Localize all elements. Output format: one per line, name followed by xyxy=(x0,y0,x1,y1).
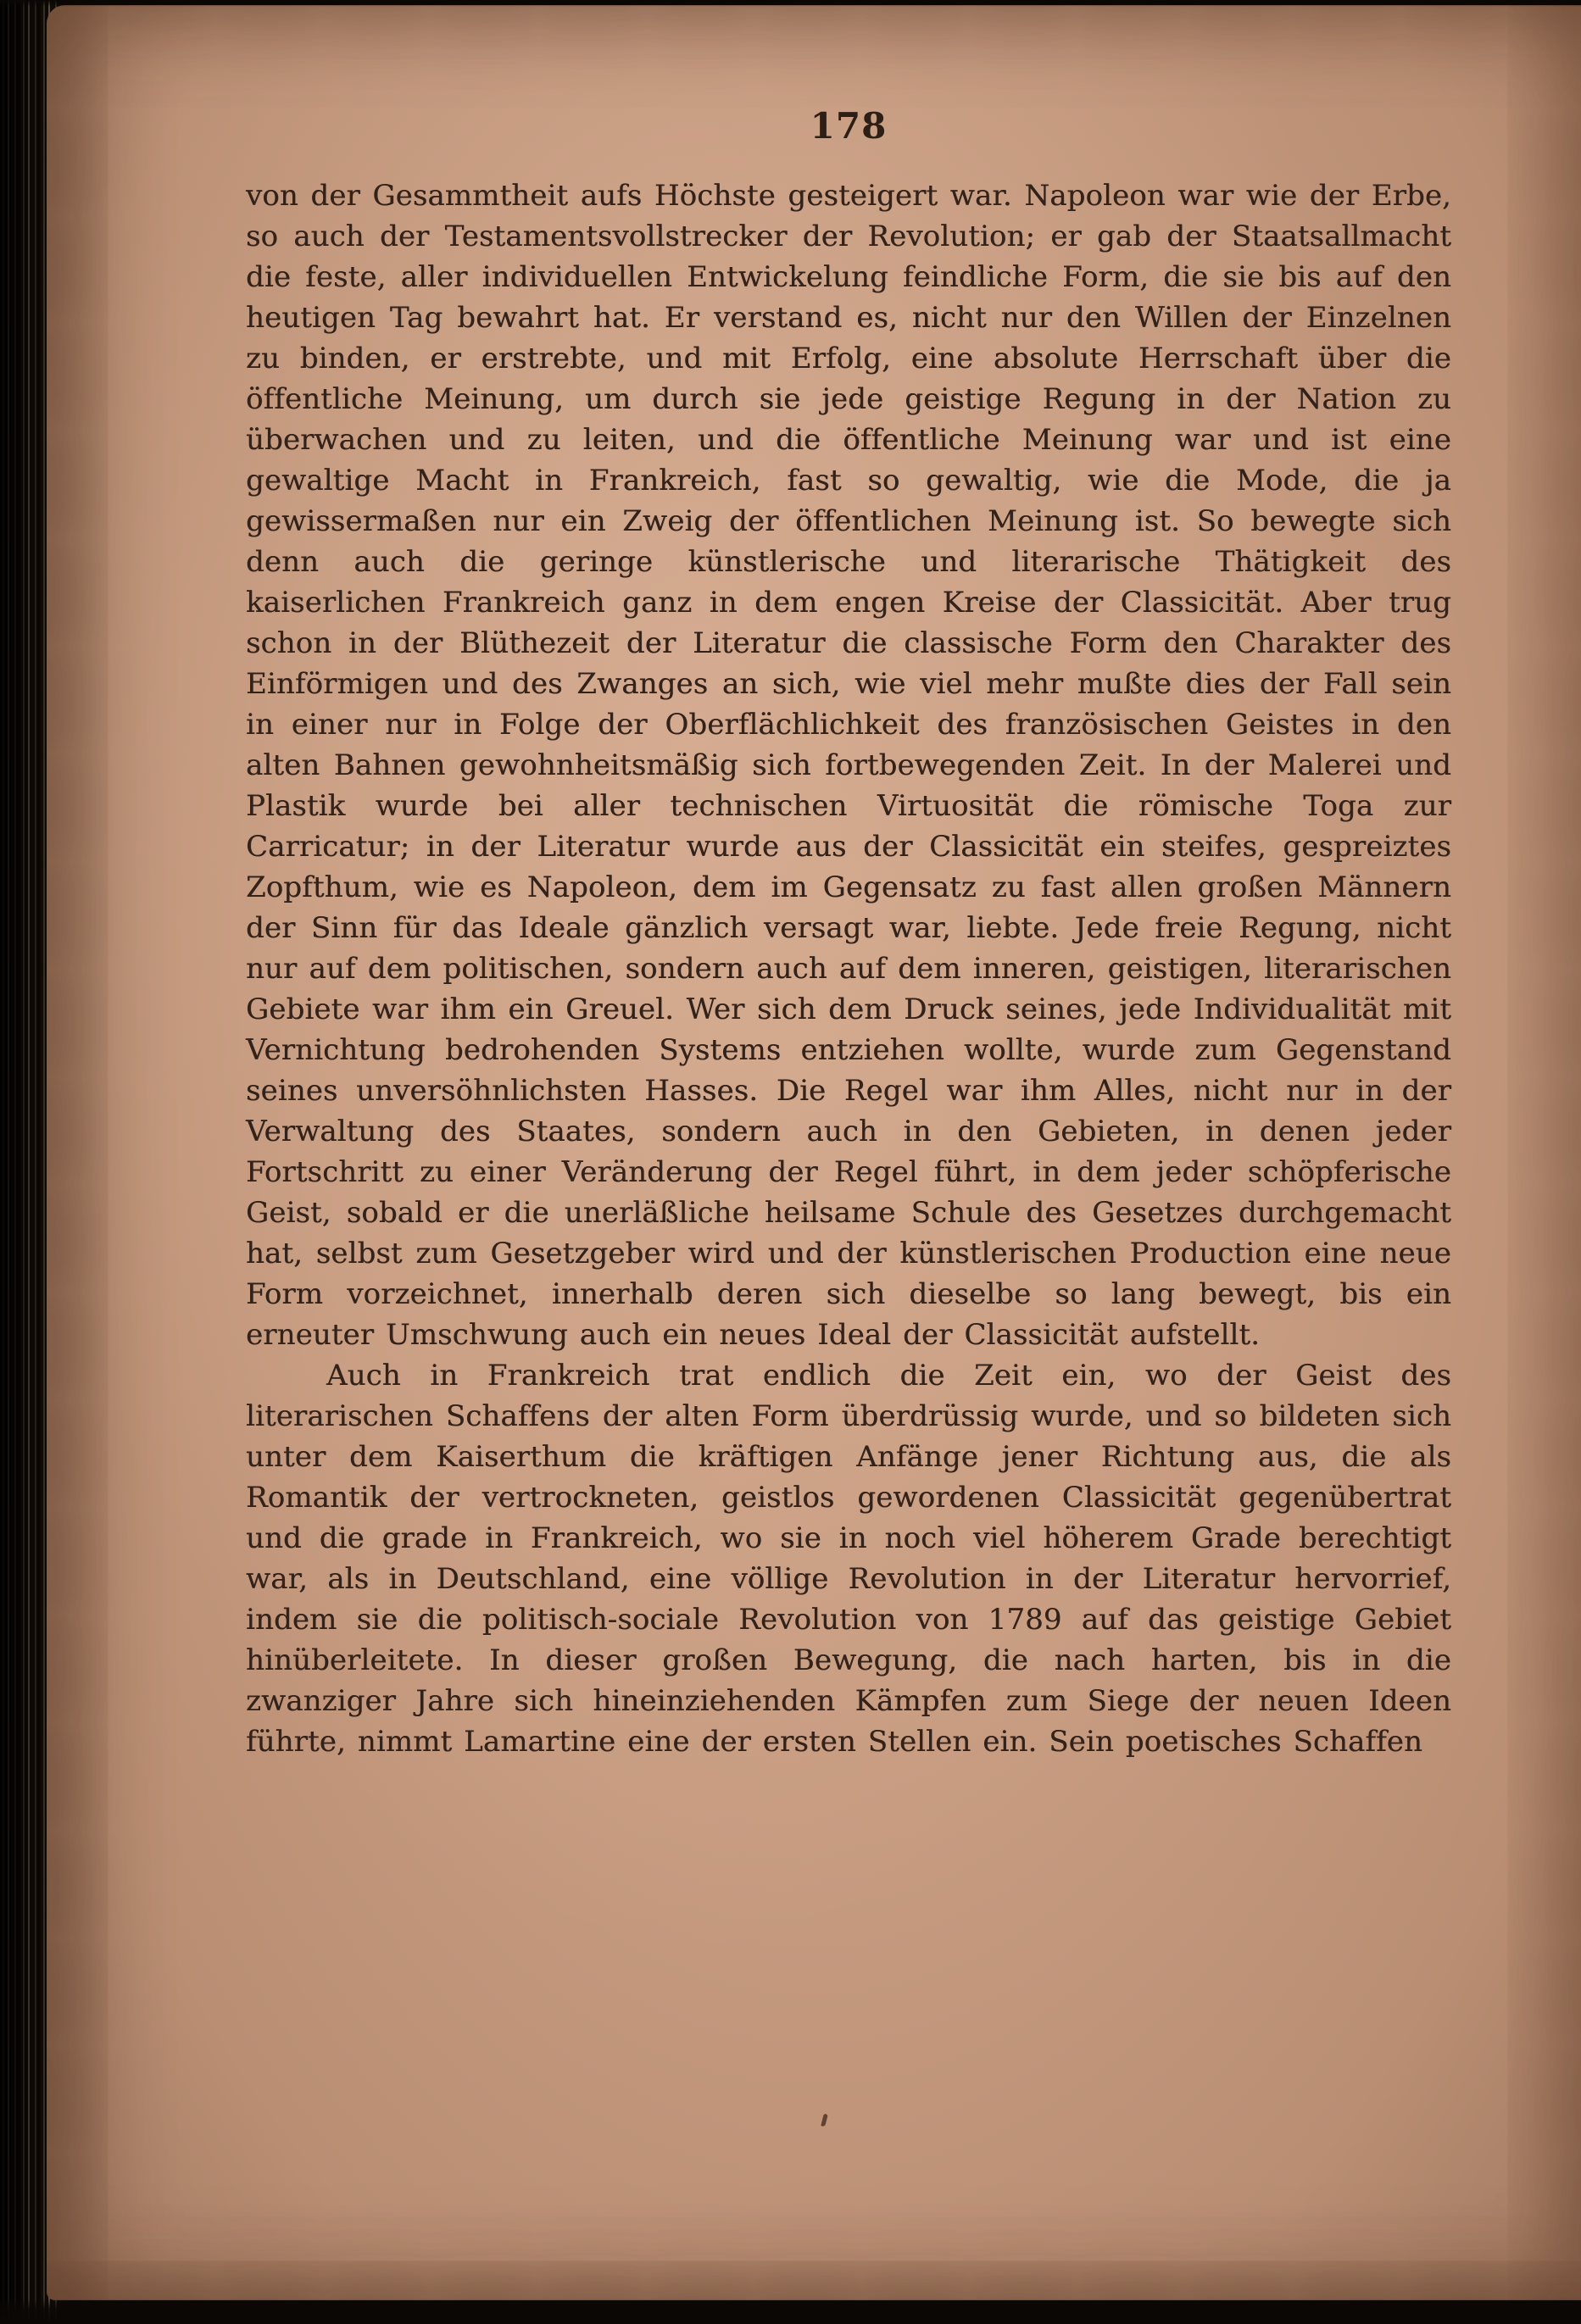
paragraph: Auch in Frankreich trat endlich die Zeit ein, wo der Geist des literarischen Schaffens der alten Form überdrüssig wurde, und so bildeten sich unter dem Kaiserthum die kräftigen Anfänge jener Richtung aus, die als Romantik der vertrockneten, geistlos gewordenen Classicität gegenübertrat und die grade in Frankreich, wo sie in noch viel höherem Grade berechtigt war, als in Deutschland, eine völlige Revolution in der Literatur hervorrief, indem sie die politisch-sociale Revolution von 1789 auf das geistige Gebiet hinüberleitete. In dieser großen Bewegung, die nach harten, bis in die zwanziger Jahre sich hineinziehenden Kämpfen zum Siege der neuen Ideen führte, nimmt Lamartine eine der ersten Stellen ein. Sein poetisches Schaffen xyxy=(246,1359,1451,1759)
scan-top-shadow xyxy=(0,0,1581,7)
page-number: 178 xyxy=(810,105,888,147)
scan-bottom-shadow xyxy=(0,2299,1581,2324)
ink-speck xyxy=(821,2114,827,2127)
book-page xyxy=(47,5,1581,2300)
paragraph: von der Gesammtheit aufs Höchste gesteigert war. Napoleon war wie der Erbe, so auch der Testamentsvollstrecker der Revolution; er gab der Staatsallmacht die feste, aller individuellen Entwickelung feindliche Form, die sie bis auf den heutigen Tag bewahrt hat. Er verstand es, nicht nur den Willen der Einzelnen zu binden, er erstrebte, und mit Erfolg, eine absolute Herrschaft über die öffentliche Meinung, um durch sie jede geistige Regung in der Nation zu überwachen und zu leiten, und die öffentliche Meinung war und ist eine gewaltige Macht in Frankreich, fast so gewaltig, wie die Mode, die ja gewissermaßen nur ein Zweig der öffentlichen Meinung ist. So bewegte sich denn auch die geringe künstlerische und literarische Thätigkeit des kaiserlichen Frankreich ganz in dem engen Kreise der Classicität. Aber trug schon in der Blüthezeit der Literatur die classische Form den Charakter des Einförmigen und des Zwanges an sich, wie viel mehr mußte dies der Fall sein in einer nur in Folge der Oberflächlichkeit des französischen Geistes in den alten Bahnen gewohnheitsmäßig sich fortbewegenden Zeit. In der Malerei und Plastik wurde bei aller technischen Virtuosität die römische Toga zur Carricatur; in der Literatur wurde aus der Classicität ein steifes, gespreiztes Zopfthum, wie es Napoleon, dem im Gegensatz zu fast allen großen Männern der Sinn für das Ideale gänzlich versagt war, liebte. Jede freie Regung, nicht nur auf dem politischen, sondern auch auf dem inneren, geistigen, literarischen Gebiete war ihm ein Greuel. Wer sich dem Druck seines, jede Individualität mit Vernichtung bedrohenden Systems entziehen wollte, wurde zum Gegenstand seines unversöhnlichsten Hasses. Die Regel war ihm Alles, nicht nur in der Verwaltung des Staates, sondern auch in den Gebieten, in denen jeder Fortschritt zu einer Veränderung der Regel führt, in dem jeder schöpferische Geist, sobald er die unerläßliche heilsame Schule des Gesetzes durchgemacht hat, selbst zum Gesetzgeber wird und der künstlerischen Production eine neue Form vorzeichnet, innerhalb deren sich dieselbe so lang bewegt, bis ein erneuter Umschwung auch ein neues Ideal der Classicität aufstellt. xyxy=(246,179,1451,1352)
page-content xyxy=(246,105,1451,1762)
